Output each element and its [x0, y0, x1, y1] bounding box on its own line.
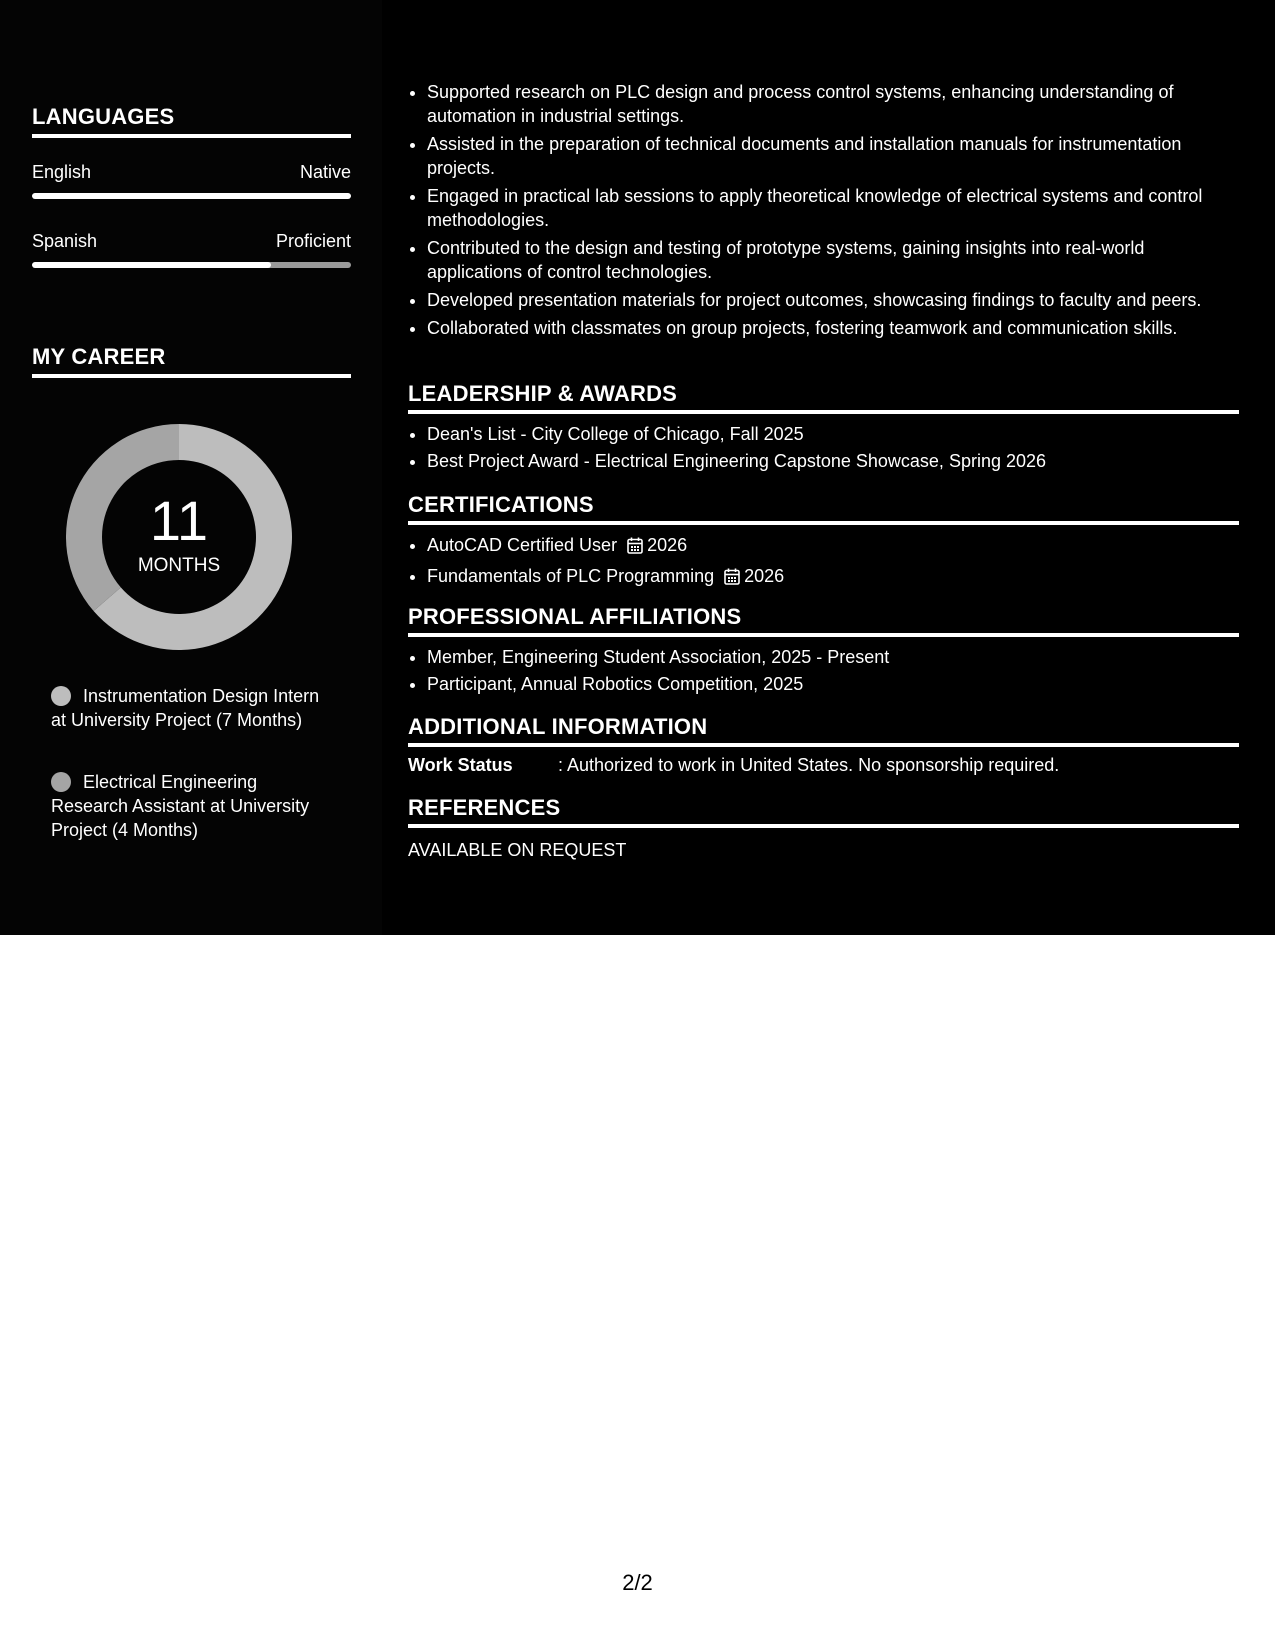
language-bar-fill — [32, 193, 351, 199]
career-item — [51, 770, 336, 842]
career-dot-icon — [51, 772, 71, 792]
career-item — [51, 684, 336, 732]
language-bar-spanish — [32, 262, 351, 268]
language-bar-fill — [32, 262, 271, 268]
affiliation-item: • Member, Engineering Student Association, 2025 - Present — [427, 645, 1227, 669]
work-status-value: : Authorized to work in United States. No sponsorship required. — [558, 755, 1060, 775]
references-title: REFERENCES — [408, 795, 1239, 828]
leadership-title: LEADERSHIP & AWARDS — [408, 381, 1239, 414]
certification-name: AutoCAD Certified User — [427, 535, 618, 555]
calendar-icon — [724, 567, 740, 591]
career-total-value: 11 — [149, 489, 209, 552]
calendar-icon — [627, 536, 643, 560]
additional-info-title: ADDITIONAL INFORMATION — [408, 714, 1239, 747]
language-level: Proficient — [275, 231, 351, 251]
work-status-row — [408, 755, 1059, 776]
page-number: 2/2 — [622, 1570, 653, 1595]
certification-name: Fundamentals of PLC Programming — [427, 566, 715, 586]
career-title: MY CAREER — [32, 344, 351, 378]
certification-year: 2026 — [647, 535, 688, 555]
career-item-text: Electrical Engineering Research Assistant at University Project (4 Months) — [51, 772, 310, 840]
certification-year: 2026 — [744, 566, 785, 586]
references-text: AVAILABLE ON REQUEST — [408, 840, 627, 860]
language-bar-english — [32, 193, 351, 199]
affiliations-title: PROFESSIONAL AFFILIATIONS — [408, 604, 1239, 637]
leadership-list — [408, 422, 1227, 473]
language-name: Spanish — [32, 231, 98, 251]
work-status-label: Work Status — [408, 755, 513, 775]
affiliations-list — [408, 645, 1227, 696]
career-dot-icon — [51, 686, 71, 706]
experience-bullets — [408, 80, 1227, 340]
career-item-text: Instrumentation Design Intern at University Project (7 Months) — [51, 686, 320, 730]
career-total-unit: MONTHS — [137, 555, 221, 576]
experience-bullet: • Contributed to the design and testing of prototype systems, gaining insights into real-world applications of control technologies. — [427, 236, 1227, 284]
leadership-item: • Dean's List - City College of Chicago, Fall 2025 — [427, 422, 1227, 446]
affiliation-item: • Participant, Annual Robotics Competition, 2025 — [427, 672, 1227, 696]
experience-bullet: • Engaged in practical lab sessions to apply theoretical knowledge of electrical systems and control methodologies. — [427, 184, 1227, 232]
certifications-list — [408, 533, 1227, 591]
language-row-spanish — [32, 231, 351, 252]
language-level: Native — [299, 162, 351, 182]
experience-bullet: • Assisted in the preparation of technical documents and installation manuals for instrumentation projects. — [427, 132, 1227, 180]
experience-bullet: • Supported research on PLC design and process control systems, enhancing understanding of automation in industrial settings. — [427, 80, 1227, 128]
languages-title: LANGUAGES — [32, 104, 351, 138]
experience-bullet: • Collaborated with classmates on group projects, fostering teamwork and communication skills. — [427, 316, 1227, 340]
language-name: English — [32, 162, 92, 182]
certification-item — [427, 564, 1227, 591]
career-total — [66, 424, 292, 650]
experience-bullet: • Developed presentation materials for project outcomes, showcasing findings to faculty and peers. — [427, 288, 1227, 312]
career-donut-chart — [66, 424, 292, 650]
language-row-english — [32, 162, 351, 183]
leadership-item: • Best Project Award - Electrical Engineering Capstone Showcase, Spring 2026 — [427, 449, 1227, 473]
certifications-title: CERTIFICATIONS — [408, 492, 1239, 525]
certification-item — [427, 533, 1227, 560]
